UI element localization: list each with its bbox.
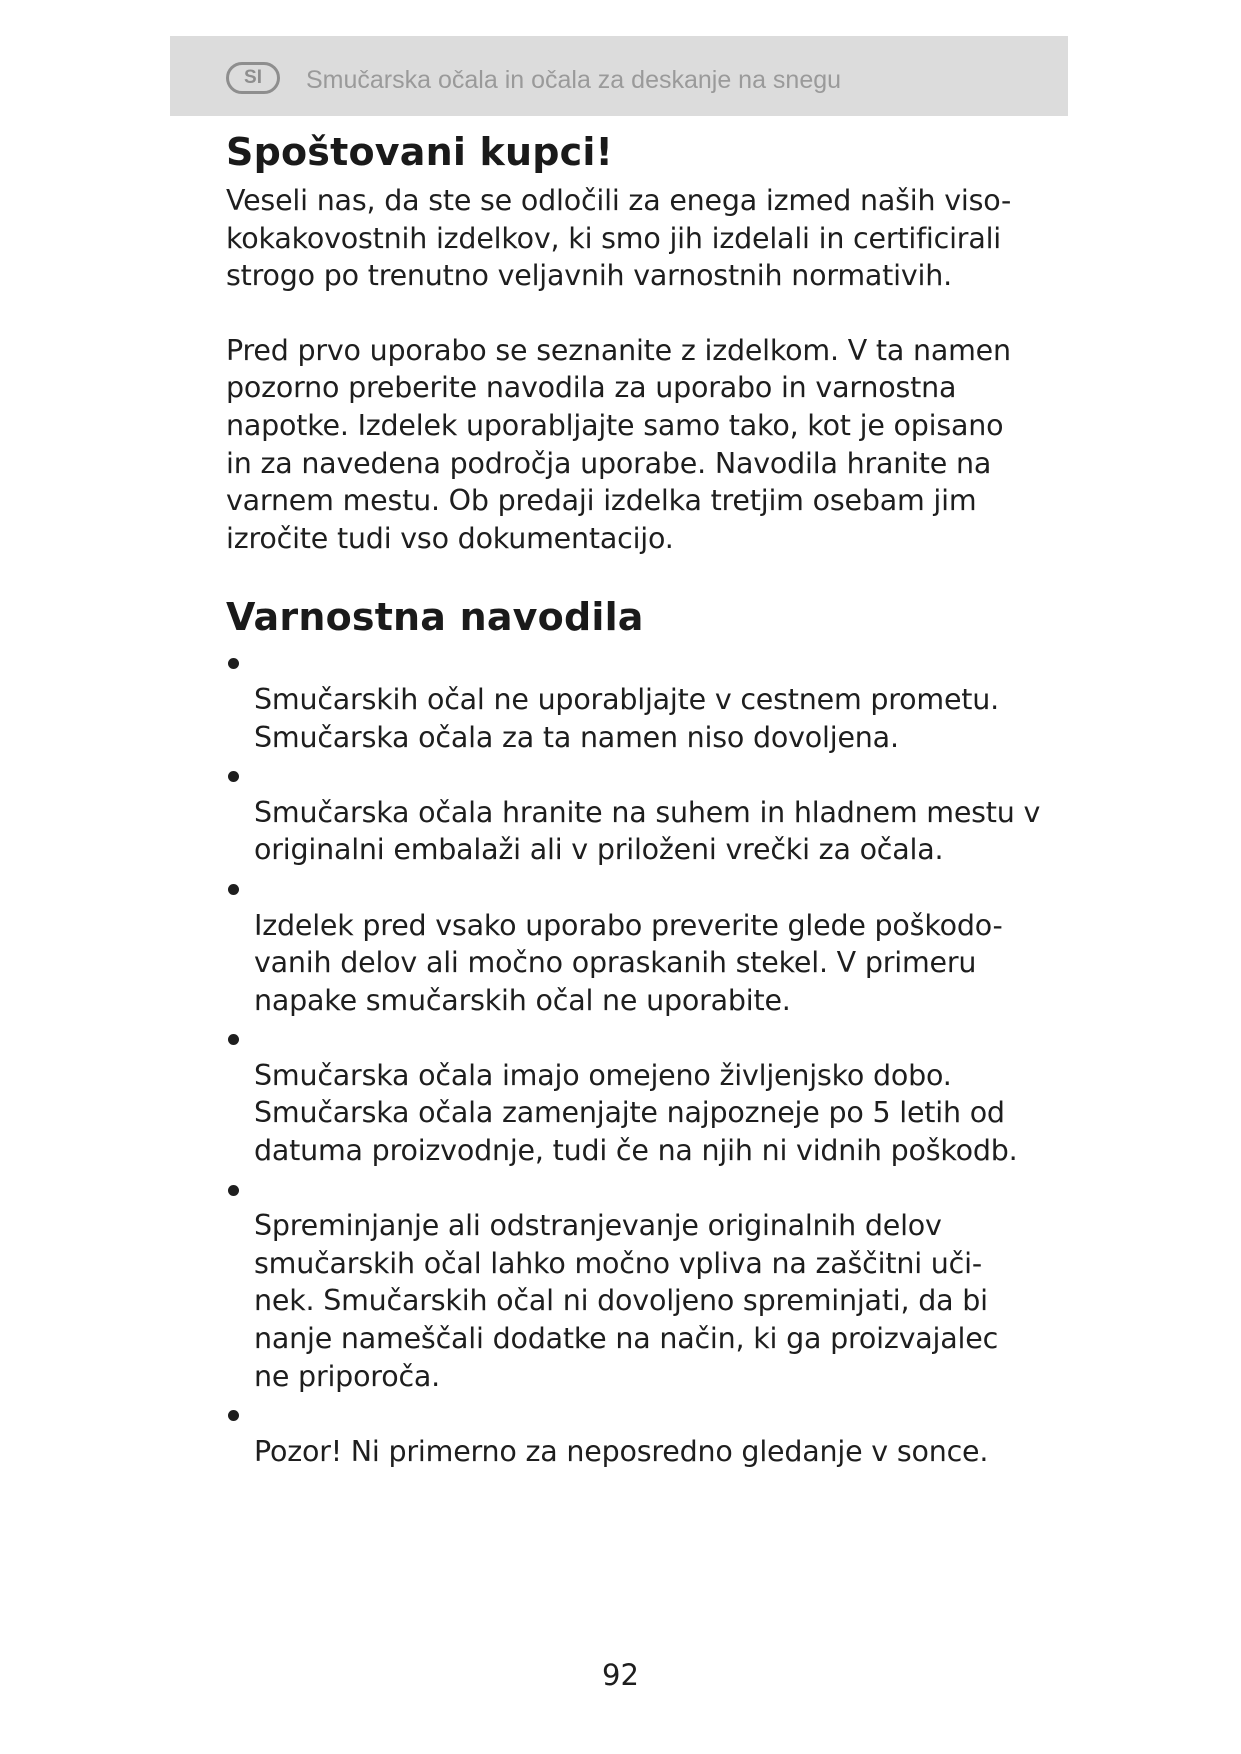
language-badge: SI — [226, 62, 280, 94]
list-item — [226, 1395, 1046, 1470]
main-content — [226, 128, 1046, 1470]
list-item-text: Smučarska očala hranite na suhem in hladnem mestu v originalni embalaži ali v priloženi vrečki za očala. — [254, 795, 1041, 867]
intro-paragraph-1: Veseli nas, da ste se odločili za enega izmed naših viso- kokakovostnih izdelkov, ki smo jih izdelali in certificirali strogo po trenutno veljavnih varnostnih normativih. — [226, 184, 1012, 293]
list-item-text: Izdelek pred vsako uporabo preverite glede poškodo- vanih delov ali močno opraskanih stekel. V primeru napake smučarskih očal ne uporabite. — [254, 908, 1003, 1017]
page-header — [170, 36, 1068, 116]
safety-list — [226, 643, 1046, 1470]
intro-paragraph-2: Pred prvo uporabo se seznanite z izdelkom. V ta namen pozorno preberite navodila za uporabo in varnostna napotke. Izdelek uporabljajte samo tako, kot je opisano in za navedena področja uporabe. Navodila hranite na varnem mestu. Ob predaji izdelka tretjim osebam jim izročite tudi vso dokumentacijo. — [226, 333, 1011, 555]
bullet-icon — [228, 1410, 239, 1421]
bullet-icon — [228, 658, 239, 669]
list-item — [226, 1019, 1046, 1169]
header-title: Smučarska očala in očala za deskanje na snegu — [306, 66, 842, 94]
list-item — [226, 643, 1046, 756]
list-item — [226, 756, 1046, 869]
page-number: 92 — [602, 1658, 639, 1692]
list-item-text: Pozor! Ni primerno za neposredno gledanje v sonce. — [254, 1434, 989, 1468]
bullet-icon — [228, 1034, 239, 1045]
intro-heading: Spoštovani kupci! — [226, 130, 614, 174]
bullet-icon — [228, 771, 239, 782]
list-item — [226, 869, 1046, 1019]
list-item-text: Spreminjanje ali odstranjevanje originalnih delov smučarskih očal lahko močno vpliva na zaščitni uči- nek. Smučarskih očal ni dovoljeno spreminjati, da bi nanje nameščali dodatke na način, ki ga proizvajalec ne priporoča. — [254, 1209, 999, 1393]
list-item — [226, 1170, 1046, 1396]
list-item-text: Smučarska očala imajo omejeno življenjsko dobo. Smučarska očala zamenjajte najpozneje po 5 letih od datuma proizvodnje, tudi če na njih ni vidnih poškodb. — [254, 1058, 1018, 1168]
bullet-icon — [228, 884, 239, 895]
safety-heading: Varnostna navodila — [226, 595, 644, 640]
bullet-icon — [228, 1185, 239, 1196]
list-item-text: Smučarskih očal ne uporabljajte v cestnem prometu. Smučarska očala za ta namen niso dovoljena. — [254, 682, 999, 754]
